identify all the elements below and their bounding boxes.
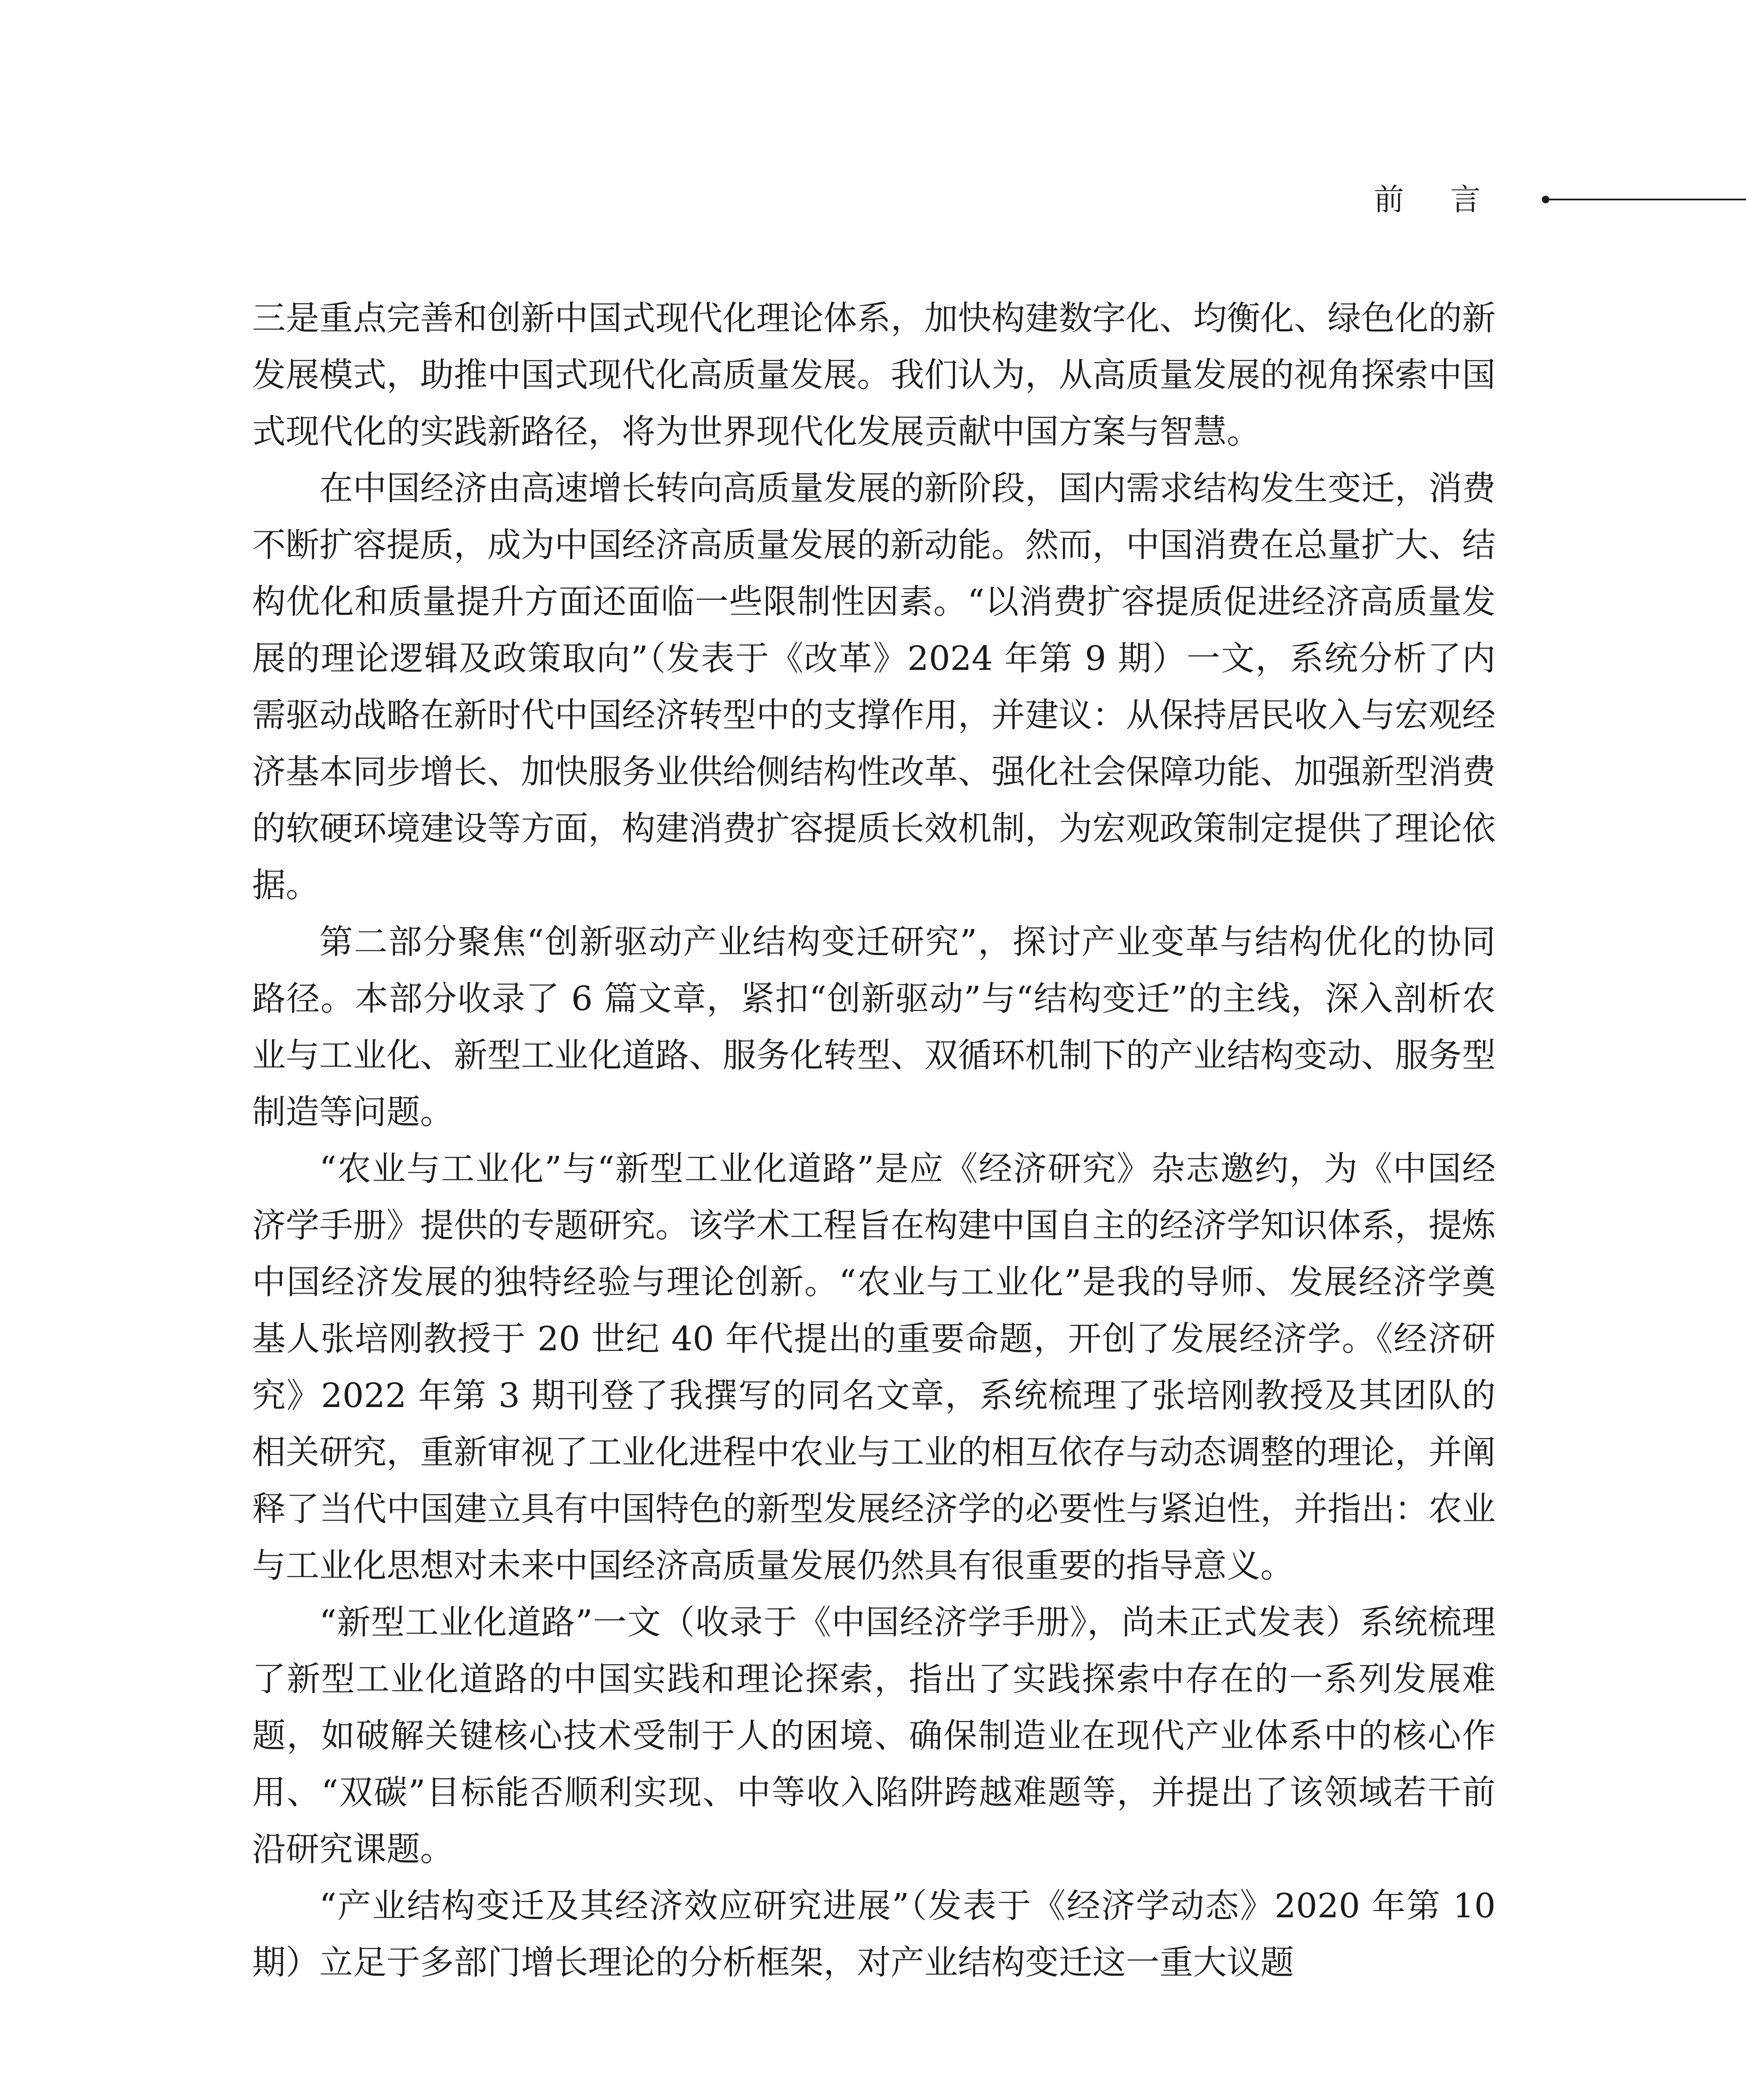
body-text	[252, 290, 1496, 1991]
header-dot-ornament	[1542, 196, 1549, 203]
paragraph: “农业与工业化”与“新型工业化道路”是应《经济研究》杂志邀约，为《中国经济学手册》提供的专题研究。该学术工程旨在构建中国自主的经济学知识体系，提炼中国经济发展的独特经验与理论创新。“农业与工业化”是我的导师、发展经济学奠基人张培刚教授于 20 世纪 40 年代提出的重要命题，开创了发展经济学。《经济研究》2022 年第 3 期刊登了我撰写的同名文章，系统梳理了张培刚教授及其团队的相关研究，重新审视了工业化进程中农业与工业的相互依存与动态调整的理论，并阐释了当代中国建立具有中国特色的新型发展经济学的必要性与紧迫性，并指出：农业与工业化思想对未来中国经济高质量发展仍然具有很重要的指导意义。	[252, 1149, 1496, 1585]
running-header	[1374, 176, 1746, 223]
header-title: 前言	[1374, 182, 1527, 217]
paragraph: “产业结构变迁及其经济效应研究进展”（发表于《经济学动态》2020 年第 10 期）立足于多部门增长理论的分析框架，对产业结构变迁这一重大议题	[252, 1886, 1496, 1982]
paragraph: “新型工业化道路”一文（收录于《中国经济学手册》，尚未正式发表）系统梳理了新型工业化道路的中国实践和理论探索，指出了实践探索中存在的一系列发展难题，如破解关键核心技术受制于人的困境、确保制造业在现代产业体系中的核心作用、“双碳”目标能否顺利实现、中等收入陷阱跨越难题等，并提出了该领域若干前沿研究课题。	[252, 1603, 1496, 1869]
paragraph: 在中国经济由高速增长转向高质量发展的新阶段，国内需求结构发生变迁，消费不断扩容提质，成为中国经济高质量发展的新动能。然而，中国消费在总量扩大、结构优化和质量提升方面还面临一些限制性因素。“以消费扩容提质促进经济高质量发展的理论逻辑及政策取向”（发表于《改革》2024 年第 9 期）一文，系统分析了内需驱动战略在新时代中国经济转型中的支撑作用，并建议：从保持居民收入与宏观经济基本同步增长、加快服务业供给侧结构性改革、强化社会保障功能、加强新型消费的软硬环境建设等方面，构建消费扩容提质长效机制，为宏观政策制定提供了理论依据。	[252, 469, 1496, 905]
paragraph: 第二部分聚焦“创新驱动产业结构变迁研究”，探讨产业变革与结构优化的协同路径。本部分收录了 6 篇文章，紧扣“创新驱动”与“结构变迁”的主线，深入剖析农业与工业化、新型工业化道路、服务化转型、双循环机制下的产业结构变动、服务型制造等问题。	[252, 922, 1496, 1131]
header-rule-line	[1549, 199, 1746, 200]
paragraph-continued: 三是重点完善和创新中国式现代化理论体系，加快构建数字化、均衡化、绿色化的新发展模式，助推中国式现代化高质量发展。我们认为，从高质量发展的视角探索中国式现代化的实践新路径，将为世界现代化发展贡献中国方案与智慧。	[252, 299, 1496, 451]
